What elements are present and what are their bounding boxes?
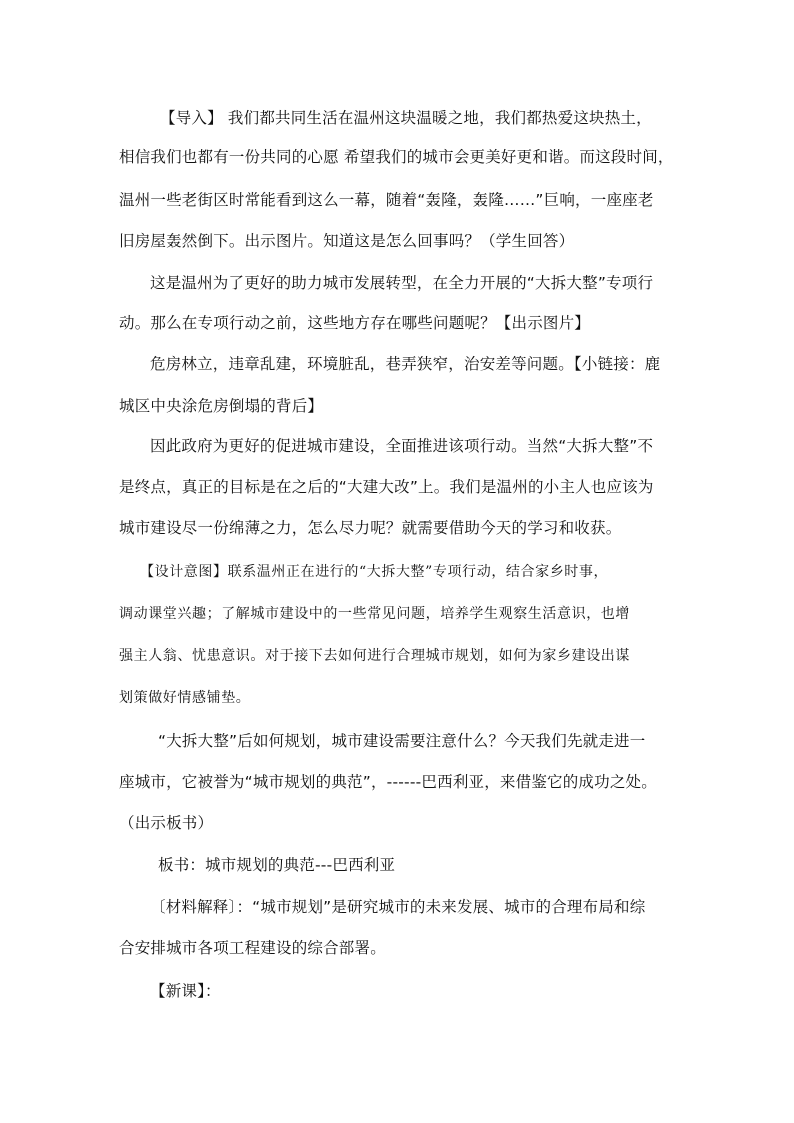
- design-intent-line-2: 调动课堂兴趣；了解城市建设中的一些常见问题，培养学生观察生活意识，也增: [119, 606, 630, 622]
- para5-line-3: （出示板书）: [119, 814, 214, 832]
- para2-line-1: 这是温州为了更好的助力城市发展转型，在全力开展的“大拆大整”专项行: [150, 274, 654, 292]
- para4-line-1: 因此政府为更好的促进城市建设，全面推进该项行动。当然“大拆大整”不: [150, 437, 654, 455]
- para2-line-2: 动。那么在专项行动之前，这些地方存在哪些问题呢？【出示图片】: [119, 314, 591, 332]
- para5-line-2: 座城市，它被誉为“城市规划的典范”，------巴西利亚，来借鉴它的成功之处。: [119, 773, 657, 791]
- material-line-1: 〔材料解释〕：“城市规划”是研究城市的未来发展、城市的合理布局和综: [150, 898, 646, 916]
- board-line: 板书：城市规划的典范---巴西利亚: [158, 856, 396, 874]
- material-line-2: 合安排城市各项工程建设的综合部署。: [119, 939, 386, 957]
- para3-line-1: 危房林立，违章乱建，环境脏乱，巷弄狭窄，治安差等问题。【小链接：鹿: [150, 355, 661, 373]
- intro-line-2: 相信我们也都有一份共同的心愿 希望我们的城市会更美好更和谐。而这段时间，: [119, 148, 674, 166]
- design-intent-line-4: 划策做好情感铺垫。: [119, 690, 251, 706]
- design-intent-line-3: 强主人翁、忧患意识。对于接下去如何进行合理城市规划，如何为家乡建设出谋: [119, 648, 630, 664]
- para3-line-2: 城区中央涂危房倒塌的背后】: [119, 397, 324, 415]
- intro-line-1: 【导入】 我们都共同生活在温州这块温暖之地，我们都热爱这块热土，: [160, 109, 652, 127]
- para4-line-2: 是终点，真正的目标是在之后的“大建大改”上。我们是温州的小主人也应该为: [119, 478, 654, 496]
- design-intent-line-1: 【设计意图】联系温州正在进行的“大拆大整”专项行动，结合家乡时事，: [140, 564, 609, 580]
- para5-line-1: “大拆大整”后如何规划，城市建设需要注意什么？今天我们先就走进一: [158, 732, 646, 750]
- intro-line-3: 温州一些老街区时常能看到这么一幕，随着“轰隆，轰隆……”巨响，一座座老: [119, 191, 654, 209]
- intro-line-4: 旧房屋轰然倒下。出示图片。知道这是怎么回事吗？（学生回答）: [119, 232, 575, 250]
- new-lesson-label: 【新课】：: [150, 982, 221, 1000]
- para4-line-3: 城市建设尽一份绵薄之力，怎么尽力呢？就需要借助今天的学习和收获。: [119, 519, 622, 537]
